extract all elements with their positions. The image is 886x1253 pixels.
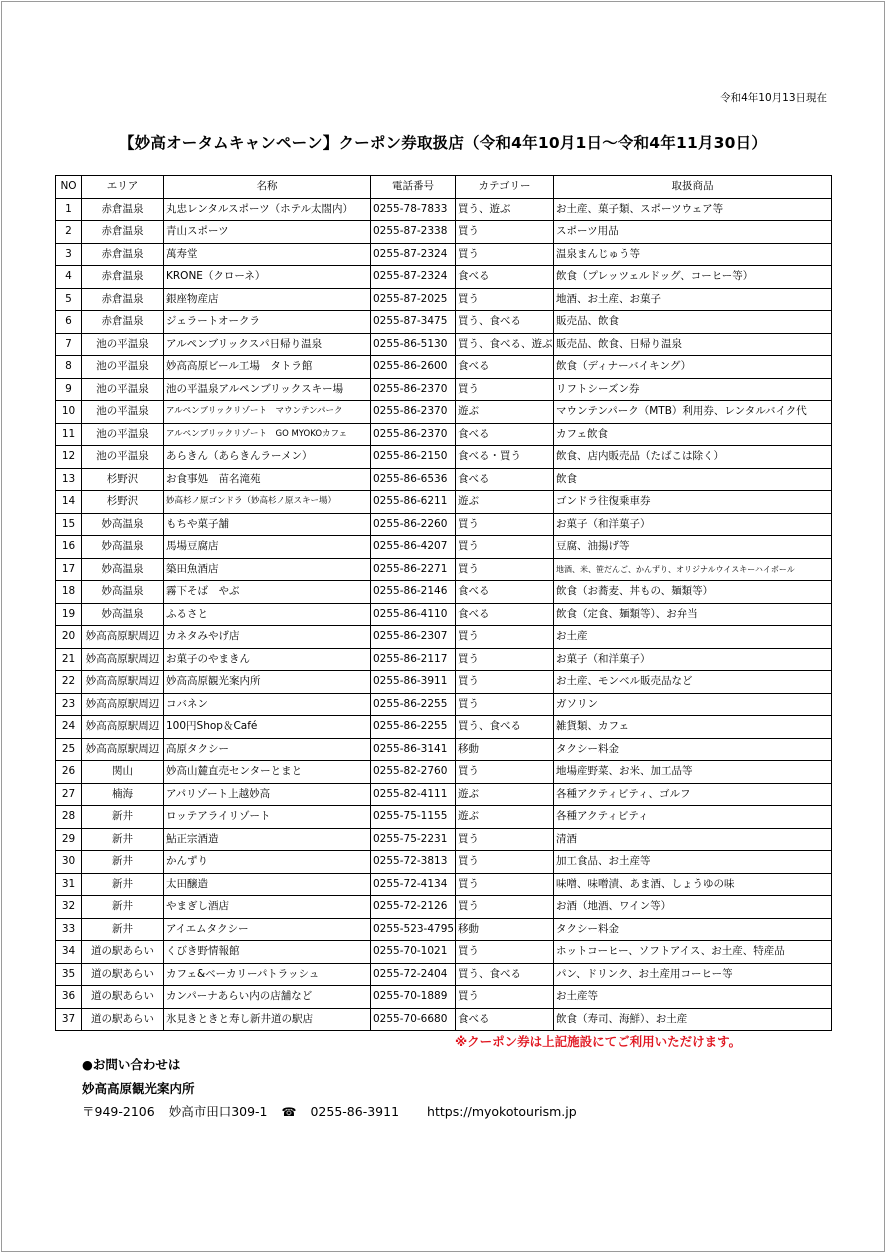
cell-products: 清酒 (554, 828, 832, 851)
cell-phone: 0255-78-7833 (371, 198, 456, 221)
cell-no: 33 (56, 918, 82, 941)
cell-name: 青山スポーツ (164, 221, 371, 244)
cell-area: 赤倉温泉 (82, 266, 164, 289)
cell-phone: 0255-86-2255 (371, 716, 456, 739)
cell-name: 池の平温泉アルペンブリックスキー場 (164, 378, 371, 401)
cell-products: 各種アクティビティ、ゴルフ (554, 783, 832, 806)
cell-category: 遊ぶ (456, 806, 554, 829)
cell-no: 11 (56, 423, 82, 446)
cell-products: お土産、菓子類、スポーツウェア等 (554, 198, 832, 221)
cell-phone: 0255-86-3911 (371, 671, 456, 694)
cell-no: 30 (56, 851, 82, 874)
table-row (56, 1008, 832, 1031)
cell-phone: 0255-82-2760 (371, 761, 456, 784)
table-row (56, 378, 832, 401)
cell-area: 池の平温泉 (82, 333, 164, 356)
cell-category: 買う (456, 761, 554, 784)
cell-area: 道の駅あらい (82, 963, 164, 986)
cell-area: 池の平温泉 (82, 378, 164, 401)
cell-no: 26 (56, 761, 82, 784)
header-category: カテゴリー (456, 176, 554, 199)
contact-heading: ●お問い合わせは (82, 1057, 181, 1072)
cell-phone: 0255-86-4207 (371, 536, 456, 559)
cell-name: 霧下そば やぶ (164, 581, 371, 604)
cell-name: 妙高高原観光案内所 (164, 671, 371, 694)
cell-phone: 0255-86-2370 (371, 401, 456, 424)
cell-name: かんずり (164, 851, 371, 874)
cell-phone: 0255-523-4795 (371, 918, 456, 941)
cell-name: KRONE（クローネ） (164, 266, 371, 289)
cell-phone: 0255-86-2370 (371, 423, 456, 446)
cell-products: お酒（地酒、ワイン等） (554, 896, 832, 919)
table-row (56, 558, 832, 581)
cell-name: ロッテアライリゾート (164, 806, 371, 829)
cell-phone: 0255-82-4111 (371, 783, 456, 806)
cell-category: 買う (456, 513, 554, 536)
table-row (56, 243, 832, 266)
cell-products: パン、ドリンク、お土産用コーヒー等 (554, 963, 832, 986)
cell-no: 6 (56, 311, 82, 334)
cell-category: 食べる (456, 423, 554, 446)
cell-category: 食べる (456, 468, 554, 491)
contact-details (82, 1102, 591, 1120)
cell-category: 買う (456, 378, 554, 401)
cell-category: 食べる (456, 266, 554, 289)
cell-phone: 0255-75-1155 (371, 806, 456, 829)
table-row (56, 738, 832, 761)
cell-products: お土産 (554, 626, 832, 649)
cell-no: 35 (56, 963, 82, 986)
cell-no: 5 (56, 288, 82, 311)
cell-category: 食べる (456, 1008, 554, 1031)
cell-area: 新井 (82, 873, 164, 896)
cell-products: タクシー料金 (554, 738, 832, 761)
cell-products: ホットコーヒー、ソフトアイス、お土産、特産品 (554, 941, 832, 964)
cell-products: 雑貨類、カフェ (554, 716, 832, 739)
cell-category: 買う (456, 558, 554, 581)
cell-no: 24 (56, 716, 82, 739)
cell-name: 築田魚酒店 (164, 558, 371, 581)
cell-area: 妙高高原駅周辺 (82, 626, 164, 649)
table-row (56, 536, 832, 559)
cell-category: 食べる・買う (456, 446, 554, 469)
phone-group (282, 1104, 414, 1119)
cell-name: 氷見きときと寿し新井道の駅店 (164, 1008, 371, 1031)
cell-area: 赤倉温泉 (82, 221, 164, 244)
cell-name: 馬場豆腐店 (164, 536, 371, 559)
cell-category: 移動 (456, 918, 554, 941)
cell-area: 妙高温泉 (82, 558, 164, 581)
table-row (56, 581, 832, 604)
address: 妙高市田口309-1 (168, 1104, 268, 1119)
cell-category: 食べる (456, 603, 554, 626)
cell-phone: 0255-86-2146 (371, 581, 456, 604)
cell-area: 赤倉温泉 (82, 243, 164, 266)
cell-area: 池の平温泉 (82, 423, 164, 446)
cell-phone: 0255-70-1889 (371, 986, 456, 1009)
cell-area: 赤倉温泉 (82, 198, 164, 221)
cell-no: 28 (56, 806, 82, 829)
cell-phone: 0255-86-2260 (371, 513, 456, 536)
cell-name: アイエムタクシー (164, 918, 371, 941)
cell-category: 買う (456, 896, 554, 919)
cell-products: お菓子（和洋菓子） (554, 513, 832, 536)
cell-area: 新井 (82, 806, 164, 829)
cell-category: 買う (456, 941, 554, 964)
cell-phone: 0255-72-4134 (371, 873, 456, 896)
cell-name: 鮎正宗酒造 (164, 828, 371, 851)
table-row (56, 356, 832, 379)
cell-products: 地場産野菜、お米、加工品等 (554, 761, 832, 784)
contact-organization: 妙高高原観光案内所 (82, 1081, 195, 1096)
table-row (56, 693, 832, 716)
cell-category: 食べる (456, 356, 554, 379)
cell-no: 27 (56, 783, 82, 806)
cell-category: 遊ぶ (456, 783, 554, 806)
cell-no: 10 (56, 401, 82, 424)
cell-name: アルペンブリックスパ日帰り温泉 (164, 333, 371, 356)
table-row (56, 873, 832, 896)
cell-no: 20 (56, 626, 82, 649)
cell-area: 妙高温泉 (82, 536, 164, 559)
cell-area: 赤倉温泉 (82, 288, 164, 311)
cell-no: 12 (56, 446, 82, 469)
table-row (56, 761, 832, 784)
cell-area: 新井 (82, 918, 164, 941)
cell-phone: 0255-86-2600 (371, 356, 456, 379)
header-name: 名称 (164, 176, 371, 199)
cell-products: 販売品、飲食、日帰り温泉 (554, 333, 832, 356)
cell-no: 14 (56, 491, 82, 514)
coupon-store-table (55, 175, 832, 1031)
cell-category: 買う、遊ぶ (456, 198, 554, 221)
cell-name: お菓子のやまきん (164, 648, 371, 671)
cell-area: 池の平温泉 (82, 356, 164, 379)
cell-no: 1 (56, 198, 82, 221)
cell-phone: 0255-86-3141 (371, 738, 456, 761)
cell-area: 新井 (82, 896, 164, 919)
cell-phone: 0255-86-2307 (371, 626, 456, 649)
cell-products: 各種アクティビティ (554, 806, 832, 829)
table-row (56, 603, 832, 626)
cell-name: 高原タクシー (164, 738, 371, 761)
cell-no: 4 (56, 266, 82, 289)
cell-no: 31 (56, 873, 82, 896)
cell-no: 25 (56, 738, 82, 761)
cell-category: 遊ぶ (456, 491, 554, 514)
cell-phone: 0255-86-6536 (371, 468, 456, 491)
table-row (56, 918, 832, 941)
table-row (56, 311, 832, 334)
cell-products: お菓子（和洋菓子） (554, 648, 832, 671)
cell-products: 地酒、お土産、お菓子 (554, 288, 832, 311)
table-row (56, 491, 832, 514)
cell-name: 丸忠レンタルスポーツ（ホテル太閤内） (164, 198, 371, 221)
cell-category: 買う (456, 536, 554, 559)
cell-category: 買う (456, 693, 554, 716)
cell-category: 移動 (456, 738, 554, 761)
cell-no: 3 (56, 243, 82, 266)
cell-area: 池の平温泉 (82, 446, 164, 469)
cell-no: 8 (56, 356, 82, 379)
cell-phone: 0255-86-6211 (371, 491, 456, 514)
cell-phone: 0255-87-2324 (371, 243, 456, 266)
table-row (56, 828, 832, 851)
cell-no: 7 (56, 333, 82, 356)
cell-area: 道の駅あらい (82, 986, 164, 1009)
cell-category: 遊ぶ (456, 401, 554, 424)
table-row (56, 468, 832, 491)
cell-name: 妙高山麓直売センターとまと (164, 761, 371, 784)
cell-category: 買う (456, 288, 554, 311)
table-row (56, 626, 832, 649)
table-header-row (56, 176, 832, 199)
table-row (56, 198, 832, 221)
cell-phone: 0255-86-2255 (371, 693, 456, 716)
cell-category: 買う (456, 221, 554, 244)
cell-category: 買う (456, 851, 554, 874)
cell-products: 加工食品、お土産等 (554, 851, 832, 874)
cell-products: マウンテンパーク（MTB）利用券、レンタルバイク代 (554, 401, 832, 424)
cell-no: 37 (56, 1008, 82, 1031)
cell-phone: 0255-86-2117 (371, 648, 456, 671)
cell-phone: 0255-72-2126 (371, 896, 456, 919)
table-row (56, 671, 832, 694)
cell-phone: 0255-87-2324 (371, 266, 456, 289)
cell-name: アルペンブリックリゾート GO MYOKOカフェ (164, 423, 371, 446)
cell-products: お土産等 (554, 986, 832, 1009)
cell-no: 34 (56, 941, 82, 964)
cell-products: スポーツ用品 (554, 221, 832, 244)
as-of-date: 令和4年10月13日現在 (720, 92, 827, 104)
cell-area: 妙高温泉 (82, 603, 164, 626)
header-products: 取扱商品 (554, 176, 832, 199)
cell-phone: 0255-86-2370 (371, 378, 456, 401)
cell-area: 妙高温泉 (82, 513, 164, 536)
cell-area: 杉野沢 (82, 491, 164, 514)
cell-name: カネタみやげ店 (164, 626, 371, 649)
cell-name: ふるさと (164, 603, 371, 626)
cell-phone: 0255-86-2271 (371, 558, 456, 581)
cell-no: 32 (56, 896, 82, 919)
cell-category: 買う、食べる (456, 716, 554, 739)
phone-icon: ☎ (281, 1105, 297, 1119)
cell-name: 妙高高原ビール工場 タトラ館 (164, 356, 371, 379)
table-row (56, 783, 832, 806)
cell-no: 2 (56, 221, 82, 244)
header-phone: 電話番号 (371, 176, 456, 199)
cell-name: アルペンブリックリゾート マウンテンパーク (164, 401, 371, 424)
cell-area: 道の駅あらい (82, 941, 164, 964)
cell-products: ガソリン (554, 693, 832, 716)
cell-phone: 0255-75-2231 (371, 828, 456, 851)
cell-phone: 0255-86-5130 (371, 333, 456, 356)
cell-phone: 0255-72-3813 (371, 851, 456, 874)
cell-name: 太田醸造 (164, 873, 371, 896)
cell-area: 杉野沢 (82, 468, 164, 491)
table-row (56, 896, 832, 919)
cell-products: 飲食（寿司、海鮮）、お土産 (554, 1008, 832, 1031)
cell-no: 13 (56, 468, 82, 491)
cell-products: 豆腐、油揚げ等 (554, 536, 832, 559)
cell-no: 29 (56, 828, 82, 851)
cell-name: カフェ&ベーカリーパトラッシュ (164, 963, 371, 986)
cell-area: 妙高高原駅周辺 (82, 738, 164, 761)
cell-category: 買う (456, 648, 554, 671)
cell-name: 銀座物産店 (164, 288, 371, 311)
cell-category: 買う (456, 828, 554, 851)
table-row (56, 446, 832, 469)
postal-code: 〒949-2106 (82, 1104, 155, 1119)
cell-products: タクシー料金 (554, 918, 832, 941)
table-row (56, 851, 832, 874)
cell-area: 関山 (82, 761, 164, 784)
table-row (56, 333, 832, 356)
cell-phone: 0255-86-4110 (371, 603, 456, 626)
cell-area: 妙高温泉 (82, 581, 164, 604)
cell-phone: 0255-87-3475 (371, 311, 456, 334)
cell-phone: 0255-87-2025 (371, 288, 456, 311)
cell-products: ゴンドラ往復乗車券 (554, 491, 832, 514)
cell-products: カフェ飲食 (554, 423, 832, 446)
table-row (56, 513, 832, 536)
cell-area: 妙高高原駅周辺 (82, 693, 164, 716)
cell-no: 17 (56, 558, 82, 581)
cell-category: 買う (456, 671, 554, 694)
cell-area: 楠海 (82, 783, 164, 806)
cell-area: 新井 (82, 851, 164, 874)
cell-name: もちや菓子舗 (164, 513, 371, 536)
header-area: エリア (82, 176, 164, 199)
table-row (56, 986, 832, 1009)
cell-name: コバネン (164, 693, 371, 716)
cell-name: やまぎし酒店 (164, 896, 371, 919)
cell-area: 妙高高原駅周辺 (82, 671, 164, 694)
cell-area: 赤倉温泉 (82, 311, 164, 334)
table-row (56, 716, 832, 739)
cell-name: くびき野情報館 (164, 941, 371, 964)
table-row (56, 266, 832, 289)
cell-products: 飲食（ディナーバイキング） (554, 356, 832, 379)
cell-category: 食べる (456, 581, 554, 604)
cell-area: 池の平温泉 (82, 401, 164, 424)
table-row (56, 806, 832, 829)
table-row (56, 401, 832, 424)
cell-products: リフトシーズン券 (554, 378, 832, 401)
cell-phone: 0255-86-2150 (371, 446, 456, 469)
cell-no: 23 (56, 693, 82, 716)
cell-name: 妙高杉ノ原ゴンドラ（妙高杉ノ原スキー場） (164, 491, 371, 514)
cell-area: 妙高高原駅周辺 (82, 648, 164, 671)
cell-category: 買う (456, 626, 554, 649)
cell-name: カンパーナあらい内の店舗など (164, 986, 371, 1009)
table-row (56, 963, 832, 986)
cell-products: お土産、モンベル販売品など (554, 671, 832, 694)
cell-name: お食事処 苗名滝苑 (164, 468, 371, 491)
cell-no: 21 (56, 648, 82, 671)
cell-products: 地酒、米、笹だんご、かんずり、オリジナルウイスキーハイボール (554, 558, 832, 581)
table-row (56, 648, 832, 671)
table-row (56, 423, 832, 446)
cell-category: 買う (456, 873, 554, 896)
cell-no: 22 (56, 671, 82, 694)
cell-category: 買う (456, 243, 554, 266)
table-row (56, 288, 832, 311)
cell-name: ジェラートオークラ (164, 311, 371, 334)
cell-products: 飲食、店内販売品（たばこは除く） (554, 446, 832, 469)
cell-area: 新井 (82, 828, 164, 851)
cell-products: 販売品、飲食 (554, 311, 832, 334)
cell-category: 買う、食べる (456, 963, 554, 986)
cell-phone: 0255-70-6680 (371, 1008, 456, 1031)
cell-products: 味噌、味噌漬、あま酒、しょうゆの味 (554, 873, 832, 896)
cell-area: 道の駅あらい (82, 1008, 164, 1031)
cell-no: 36 (56, 986, 82, 1009)
cell-products: 温泉まんじゅう等 (554, 243, 832, 266)
table-row (56, 221, 832, 244)
cell-name: アパリゾート上越妙高 (164, 783, 371, 806)
cell-products: 飲食（お蕎麦、丼もの、麺類等） (554, 581, 832, 604)
table-row (56, 941, 832, 964)
cell-area: 妙高高原駅周辺 (82, 716, 164, 739)
cell-phone: 0255-70-1021 (371, 941, 456, 964)
cell-products: 飲食（プレッツェルドッグ、コーヒー等） (554, 266, 832, 289)
website-url[interactable]: https://myokotourism.jp (427, 1104, 577, 1119)
cell-no: 19 (56, 603, 82, 626)
cell-category: 買う、食べる、遊ぶ (456, 333, 554, 356)
header-no: NO (56, 176, 82, 199)
cell-name: 萬寿堂 (164, 243, 371, 266)
cell-no: 18 (56, 581, 82, 604)
cell-products: 飲食 (554, 468, 832, 491)
cell-no: 15 (56, 513, 82, 536)
cell-phone: 0255-72-2404 (371, 963, 456, 986)
cell-category: 買う、食べる (456, 311, 554, 334)
cell-products: 飲食（定食、麺類等）、お弁当 (554, 603, 832, 626)
coupon-notice: ※クーポン券は上記施設にてご利用いただけます。 (455, 1034, 742, 1049)
cell-name: あらきん（あらきんラーメン） (164, 446, 371, 469)
page-title: 【妙高オータムキャンペーン】クーポン券取扱店（令和4年10月1日～令和4年11月30日） (118, 134, 768, 152)
cell-category: 買う (456, 986, 554, 1009)
cell-name: 100円Shop＆Café (164, 716, 371, 739)
cell-no: 9 (56, 378, 82, 401)
cell-phone: 0255-87-2338 (371, 221, 456, 244)
cell-no: 16 (56, 536, 82, 559)
phone-number: 0255-86-3911 (310, 1104, 400, 1119)
